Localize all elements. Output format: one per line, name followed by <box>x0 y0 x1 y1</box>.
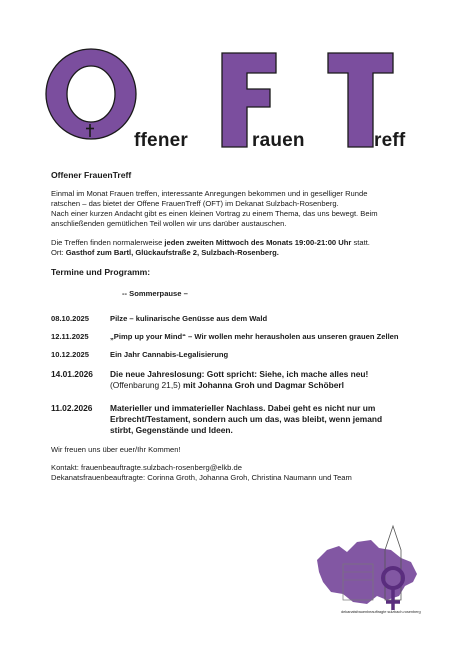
oft-logo-header <box>0 0 460 160</box>
event-date: 14.01.2026 <box>51 369 93 379</box>
intro-line: anschließenden gemütlichen Teil wollen wir uns darüber austauschen. <box>51 219 287 228</box>
page-title: Offener FrauenTreff <box>51 170 132 180</box>
event-date: 11.02.2026 <box>51 403 93 413</box>
event-title-line3: stirbt, Gegenstände und Ideen. <box>110 425 233 435</box>
event-date: 08.10.2025 <box>51 314 90 323</box>
dekanat-logo-caption: dekanatsfrauenbeauftragte sulzbach-rosenberg <box>341 609 421 614</box>
event-speakers: mit Johanna Groh und Dagmar Schöberl <box>180 380 344 390</box>
event-reference: (Offenbarung 21,5) <box>110 380 181 390</box>
summer-break: -- Sommerpause – <box>122 289 188 298</box>
dekanat-logo <box>313 520 421 615</box>
location-prefix: Ort: <box>51 248 66 257</box>
event-title-line2 <box>110 380 344 390</box>
logo-word-ffener: ffener <box>134 130 188 151</box>
program-heading: Termine und Programm: <box>51 267 151 277</box>
event-title-line2: Erbrecht/Testament, sondern auch um das, was bleibt, wenn jemand <box>110 414 383 424</box>
event-title: Pilze – kulinarische Genüsse aus dem Wald <box>110 314 268 323</box>
event-title: Ein Jahr Cannabis-Legalisierung <box>110 350 229 359</box>
schedule-suffix: statt. <box>351 238 370 247</box>
schedule-prefix: Die Treffen finden normalerweise <box>51 238 165 247</box>
event-date: 12.11.2025 <box>51 332 89 341</box>
schedule-line <box>51 238 370 248</box>
dekanat-map-icon <box>313 520 421 615</box>
event-title: Materieller und immaterieller Nachlass. Dabei geht es nicht nur um <box>110 403 376 413</box>
intro-line: ratschen – das bietet der Offene FrauenTreff (OFT) im Dekanat Sulzbach-Rosenberg. <box>51 199 339 208</box>
location-line <box>51 248 279 258</box>
closing-text: Wir freuen uns über euer/Ihr Kommen! <box>51 445 181 454</box>
logo-word-reff: reff <box>374 130 406 151</box>
event-title: „Pimp up your Mind“ – Wir wollen mehr herausholen aus unseren grauen Zellen <box>110 332 399 341</box>
event-date: 10.12.2025 <box>51 350 90 359</box>
event-title: Die neue Jahreslosung: Gott spricht: Siehe, ich mache alles neu! <box>110 369 369 379</box>
intro-line: Nach einer kurzen Andacht gibt es einen kleinen Vortrag zu einem Thema, das uns bewegt. Beim <box>51 209 378 218</box>
schedule-when: jeden zweiten Mittwoch des Monats 19:00-21:00 Uhr <box>164 238 352 247</box>
logo-word-rauen: rauen <box>252 130 305 151</box>
intro-line: Einmal im Monat Frauen treffen, interessante Anregungen bekommen und in geselliger Runde <box>51 189 368 198</box>
location-value: Gasthof zum Bartl, Glückaufstraße 2, Sulzbach-Rosenberg. <box>65 248 279 257</box>
contact-email-line: Kontakt: frauenbeauftragte.sulzbach-rosenberg@elkb.de <box>51 463 242 472</box>
letter-o-inner <box>67 66 115 122</box>
contact-team-line: Dekanatsfrauenbeauftragte: Corinna Groth, Johanna Groh, Christina Naumann und Team <box>51 473 352 482</box>
